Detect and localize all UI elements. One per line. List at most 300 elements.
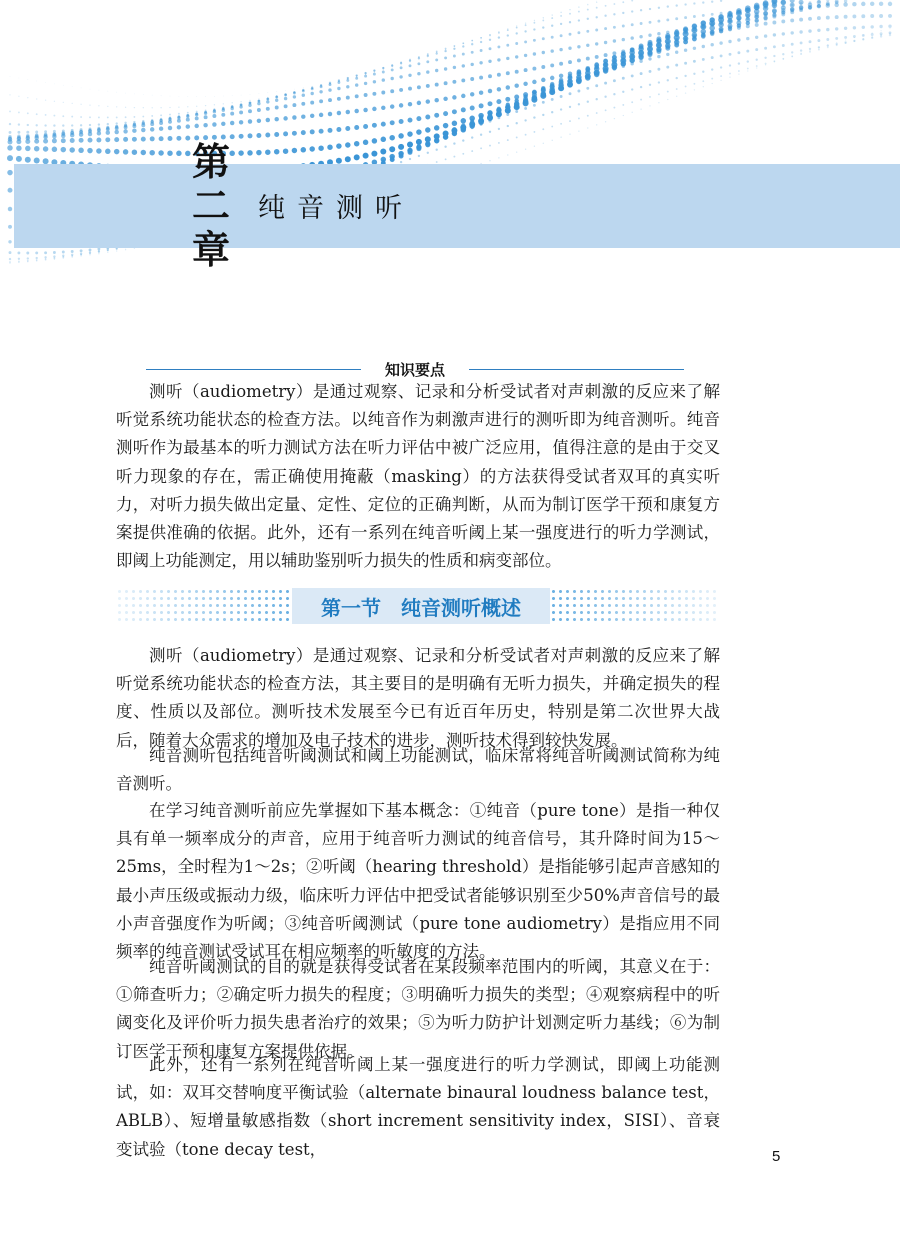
decorative-dot (577, 90, 580, 93)
decorative-dot (345, 142, 350, 147)
decorative-dot (639, 50, 643, 54)
decorative-dot (569, 106, 571, 108)
decorative-dot (852, 14, 856, 18)
decorative-dot (551, 111, 553, 113)
decorative-dot (8, 225, 12, 229)
decorative-dot (364, 75, 367, 78)
decorative-dot (622, 12, 624, 14)
decorative-dot (88, 138, 93, 143)
decorative-dot (44, 130, 47, 133)
decorative-dot (533, 28, 535, 30)
decorative-dot (196, 111, 198, 113)
decorative-dot (782, 44, 785, 47)
decorative-dot (534, 20, 535, 21)
decorative-dot (595, 73, 598, 76)
decorative-dot (862, 26, 865, 29)
decorative-dot (435, 83, 439, 87)
decorative-dot (507, 139, 509, 141)
decorative-dot (479, 76, 483, 80)
decorative-dot (809, 50, 810, 51)
decorative-dot (648, 57, 651, 60)
decorative-dot (879, 25, 882, 28)
decorative-dot (604, 62, 608, 66)
decorative-dot (443, 111, 448, 116)
decorative-dot (337, 87, 340, 90)
decorative-dot (328, 112, 332, 116)
decorative-dot (89, 104, 90, 105)
decorative-dot (497, 109, 500, 112)
decorative-dot (247, 150, 252, 155)
decorative-dot (123, 129, 127, 133)
decorative-dot (204, 112, 207, 115)
decorative-dot (407, 131, 412, 136)
decorative-dot (631, 23, 634, 26)
decorative-dot (736, 10, 741, 15)
decorative-dot (684, 37, 688, 41)
decorative-dot (7, 145, 12, 150)
decorative-dot (826, 3, 830, 7)
decorative-dot (98, 251, 100, 253)
decorative-dot (649, 70, 652, 73)
decorative-dot (416, 129, 421, 134)
decorative-dot (489, 145, 491, 147)
decorative-dot (737, 16, 741, 20)
decorative-dot (274, 117, 278, 121)
decorative-dot (409, 158, 411, 160)
decorative-dot (18, 258, 20, 260)
decorative-dot (471, 63, 474, 66)
decorative-dot (354, 109, 358, 113)
decorative-dot (604, 96, 606, 98)
decorative-dot (301, 114, 305, 118)
decorative-dot (489, 47, 492, 50)
body-paragraph: 此外，还有一系列在纯音听阈上某一强度进行的听力学测试，即阈上功能测试，如：双耳交替响度平衡试验（alternate binaural loudness balance test，ABLB）、短增量敏感指数（short increment sensitivity index，SISI）、音衰变试验（tone decay test， (116, 1055, 720, 1159)
decorative-dot (498, 36, 500, 38)
decorative-dot (845, 39, 846, 40)
decorative-dot (479, 103, 484, 108)
decorative-dot (754, 5, 759, 10)
decorative-dot (26, 252, 29, 255)
decorative-dot (622, 77, 625, 80)
decorative-dot (176, 151, 181, 156)
decorative-dot (408, 74, 411, 77)
decorative-dot (533, 116, 535, 118)
decorative-dot (515, 110, 518, 113)
decorative-dot (658, 7, 660, 9)
decorative-dot (346, 79, 349, 82)
decorative-dot (613, 79, 616, 82)
decorative-dot (257, 119, 261, 123)
decorative-dot (489, 34, 491, 36)
decorative-dot (800, 49, 802, 51)
decorative-dot (702, 71, 704, 73)
decorative-dot (489, 120, 492, 123)
decorative-dot (470, 92, 474, 96)
decorative-dot (400, 154, 403, 157)
decorative-dot (648, 47, 652, 51)
decorative-dot (542, 101, 545, 104)
decorative-dot (666, 42, 670, 46)
decorative-dot (452, 109, 457, 114)
decorative-dot (586, 30, 589, 33)
decorative-dot (834, 3, 838, 7)
decorative-dot (196, 106, 197, 107)
decorative-dot (835, 37, 838, 40)
decorative-dot (435, 58, 438, 61)
decorative-dot (391, 65, 393, 67)
decorative-dot (8, 140, 13, 145)
decorative-dot (490, 36, 491, 37)
decorative-dot (114, 130, 118, 134)
decorative-dot (498, 157, 499, 158)
decorative-dot (274, 132, 279, 137)
decorative-dot (36, 98, 37, 99)
decorative-dot (52, 134, 56, 138)
decorative-dot (53, 251, 56, 254)
decorative-dot (239, 110, 243, 114)
decorative-dot (560, 137, 561, 138)
decorative-dot (657, 68, 660, 71)
decorative-dot (524, 54, 527, 57)
decorative-dot (675, 40, 679, 44)
decorative-dot (417, 72, 420, 75)
decorative-dot (729, 64, 731, 66)
decorative-dot (711, 78, 713, 80)
decorative-dot (400, 66, 403, 69)
decorative-dot (631, 101, 633, 103)
decorative-dot (363, 140, 368, 145)
decorative-dot (523, 82, 527, 86)
decorative-dot (817, 4, 821, 8)
decorative-dot (747, 70, 748, 71)
decorative-dot (71, 116, 73, 118)
decorative-dot (380, 149, 386, 155)
decorative-dot (595, 65, 599, 69)
decorative-dot (854, 37, 855, 38)
decorative-dot (238, 150, 243, 155)
decorative-dot (310, 101, 314, 105)
decorative-dot (409, 151, 412, 154)
decorative-dot (303, 87, 304, 88)
decorative-dot (462, 124, 465, 127)
decorative-dot (586, 76, 589, 79)
decorative-dot (214, 104, 215, 105)
decorative-dot (150, 122, 154, 126)
decorative-dot (693, 47, 696, 50)
decorative-dot (808, 5, 812, 9)
decorative-dot (551, 88, 554, 91)
decorative-dot (488, 89, 492, 93)
decorative-dot (390, 120, 395, 125)
decorative-dot (863, 35, 864, 36)
decorative-dot (169, 114, 171, 116)
decorative-dot (26, 131, 29, 134)
decorative-dot (888, 2, 892, 6)
decorative-dot (480, 37, 482, 39)
decorative-dot (453, 45, 455, 47)
decorative-dot (683, 30, 687, 34)
decorative-dot (506, 113, 509, 116)
decorative-dot (542, 26, 544, 28)
decorative-dot (542, 19, 544, 21)
decorative-dot (559, 85, 562, 88)
decorative-dot (116, 122, 118, 124)
decorative-dot (488, 101, 493, 106)
decorative-dot (853, 26, 856, 29)
decorative-dot (212, 114, 216, 118)
decorative-dot (391, 68, 394, 71)
decorative-dot (142, 116, 144, 118)
decorative-dot (462, 53, 465, 56)
decorative-dot (542, 92, 545, 95)
decorative-dot (44, 251, 47, 254)
decorative-dot (143, 107, 144, 108)
decorative-dot (595, 29, 598, 32)
decorative-dot (239, 134, 244, 139)
decorative-dot (614, 118, 615, 119)
decorative-dot (399, 88, 403, 92)
decorative-dot (444, 67, 447, 70)
decorative-dot (372, 92, 376, 96)
decorative-dot (7, 155, 13, 161)
decorative-dot (45, 100, 46, 101)
decorative-dot (826, 28, 829, 31)
decorative-dot (765, 64, 766, 65)
decorative-dot (168, 126, 172, 130)
decorative-dot (524, 30, 526, 32)
decorative-dot (426, 60, 429, 63)
decorative-dot (879, 2, 883, 6)
decorative-dot (54, 259, 55, 260)
decorative-dot (123, 149, 128, 154)
decorative-dot (488, 113, 491, 116)
decorative-dot (151, 115, 153, 117)
decorative-dot (283, 116, 287, 120)
decorative-dot (391, 77, 394, 80)
decorative-dot (258, 98, 259, 99)
decorative-dot (223, 96, 224, 97)
decorative-dot (445, 158, 447, 160)
decorative-dot (294, 89, 295, 90)
decorative-dot (764, 47, 767, 50)
decorative-dot (80, 124, 82, 126)
decorative-dot (89, 124, 91, 126)
decorative-dot (622, 91, 624, 93)
decorative-dot (755, 23, 759, 27)
decorative-dot (462, 45, 464, 47)
decorative-dot (45, 82, 46, 83)
decorative-dot (818, 47, 819, 48)
decorative-dot (542, 114, 544, 116)
decorative-dot (105, 137, 110, 142)
decorative-dot (417, 62, 420, 65)
decorative-dot (791, 51, 793, 53)
decorative-dot (381, 106, 385, 110)
decorative-dot (9, 110, 11, 112)
decorative-dot (605, 121, 606, 122)
decorative-dot (612, 55, 616, 59)
decorative-dot (702, 45, 705, 48)
decorative-dot (427, 55, 429, 57)
decorative-dot (132, 149, 137, 154)
decorative-dot (444, 56, 447, 59)
decorative-dot (364, 93, 368, 97)
decorative-dot (141, 137, 146, 142)
decorative-dot (35, 131, 38, 134)
decorative-dot (489, 131, 491, 133)
decorative-dot (808, 17, 812, 21)
decorative-dot (408, 102, 412, 106)
decorative-dot (640, 99, 642, 101)
decorative-dot (560, 108, 562, 110)
decorative-dot (524, 99, 527, 102)
decorative-dot (729, 77, 730, 78)
decorative-dot (283, 131, 288, 136)
body-paragraph: 在学习纯音测听前应先掌握如下基本概念：①纯音（pure tone）是指一种仅具有单一频率成分的声音，应用于纯音听力测试的纯音信号，其升降时间为15～25ms，全时程为1～2s；②听阈（hearing threshold）是指能够引起声音感知的最小声压级或振动力级，临床听力评估中把受试者能够识别至少50%声音信号的最小声音强度作为听阈；③纯音听阈测试（pure tone audiometry）是指应用不同频率的纯音测试受试耳在相应频率的听敏度的方法。 (116, 801, 720, 962)
decorative-dot (541, 65, 545, 69)
decorative-dot (790, 3, 795, 8)
decorative-dot (337, 81, 340, 84)
decorative-dot (408, 118, 413, 123)
decorative-dot (845, 42, 847, 44)
decorative-dot (719, 20, 723, 24)
decorative-dot (569, 13, 571, 15)
decorative-dot (143, 94, 144, 95)
decorative-dot (250, 94, 251, 95)
decorative-dot (266, 107, 270, 111)
decorative-dot (772, 1, 777, 6)
decorative-dot (310, 114, 314, 118)
decorative-dot (480, 123, 483, 126)
decorative-dot (799, 0, 804, 5)
decorative-dot (525, 23, 526, 24)
decorative-dot (90, 89, 91, 90)
decorative-dot (52, 138, 57, 143)
decorative-dot (8, 188, 13, 193)
chapter-number-char: 第 (191, 140, 230, 184)
decorative-dot (649, 96, 651, 98)
decorative-dot (763, 11, 767, 15)
decorative-dot (728, 40, 731, 43)
decorative-dot (107, 123, 109, 125)
decorative-dot (43, 146, 48, 151)
decorative-dot (356, 74, 358, 76)
decorative-dot (792, 55, 793, 56)
decorative-dot (27, 257, 29, 259)
decorative-dot (114, 149, 119, 154)
decorative-dot (381, 91, 385, 95)
decorative-dot (808, 29, 811, 32)
decorative-dot (541, 78, 545, 82)
decorative-dot (649, 21, 652, 24)
decorative-dot (116, 92, 117, 93)
decorative-dot (532, 91, 536, 95)
chapter-number (190, 140, 232, 272)
decorative-dot (382, 78, 385, 81)
section-dots-left (116, 588, 292, 624)
decorative-dot (578, 7, 579, 8)
decorative-dot (125, 249, 126, 250)
decorative-dot (524, 107, 527, 110)
decorative-dot (241, 95, 242, 96)
decorative-dot (577, 79, 580, 82)
decorative-dot (45, 259, 46, 260)
decorative-dot (239, 120, 243, 124)
decorative-dot (471, 120, 474, 123)
decorative-dot (747, 60, 749, 62)
decorative-dot (498, 128, 500, 130)
decorative-dot (214, 96, 215, 97)
decorative-dot (515, 42, 518, 45)
decorative-dot (355, 94, 359, 98)
decorative-dot (125, 93, 126, 94)
decorative-dot (419, 60, 420, 61)
decorative-dot (844, 36, 847, 39)
decorative-dot (524, 40, 527, 43)
decorative-dot (372, 123, 377, 128)
decorative-dot (17, 131, 20, 134)
decorative-dot (622, 65, 625, 68)
decorative-dot (578, 130, 579, 131)
decorative-dot (711, 68, 713, 70)
decorative-dot (453, 128, 456, 131)
decorative-dot (640, 108, 641, 109)
decorative-dot (729, 73, 731, 75)
decorative-dot (480, 134, 482, 136)
decorative-dot (18, 123, 20, 125)
decorative-dot (693, 2, 695, 4)
decorative-dot (471, 43, 473, 45)
decorative-dot (480, 49, 483, 52)
decorative-dot (676, 88, 678, 90)
decorative-dot (320, 85, 323, 88)
decorative-dot (533, 39, 536, 42)
decorative-dot (417, 101, 421, 105)
decorative-dot (426, 70, 429, 73)
decorative-dot (692, 27, 696, 31)
decorative-dot (552, 140, 553, 141)
decorative-dot (809, 40, 812, 43)
decorative-dot (506, 44, 509, 47)
decorative-dot (443, 97, 447, 101)
decorative-dot (605, 5, 607, 7)
decorative-dot (36, 81, 37, 82)
decorative-dot (301, 147, 306, 152)
decorative-dot (72, 86, 73, 87)
decorative-dot (621, 51, 625, 55)
decorative-dot (541, 87, 545, 91)
decorative-dot (586, 69, 590, 73)
decorative-dot (595, 55, 599, 59)
decorative-dot (604, 70, 607, 73)
decorative-dot (489, 39, 491, 41)
decorative-dot (205, 105, 206, 106)
decorative-dot (196, 96, 197, 97)
decorative-dot (71, 250, 74, 253)
decorative-dot (685, 85, 687, 87)
decorative-dot (613, 26, 616, 29)
decorative-dot (720, 75, 722, 77)
decorative-dot (533, 104, 536, 107)
decorative-dot (408, 148, 411, 151)
decorative-dot (800, 53, 801, 54)
decorative-dot (870, 2, 874, 6)
decorative-dot (630, 48, 634, 52)
decorative-dot (399, 119, 404, 124)
decorative-dot (604, 82, 607, 85)
decorative-dot (382, 71, 385, 74)
decorative-dot (364, 72, 366, 74)
